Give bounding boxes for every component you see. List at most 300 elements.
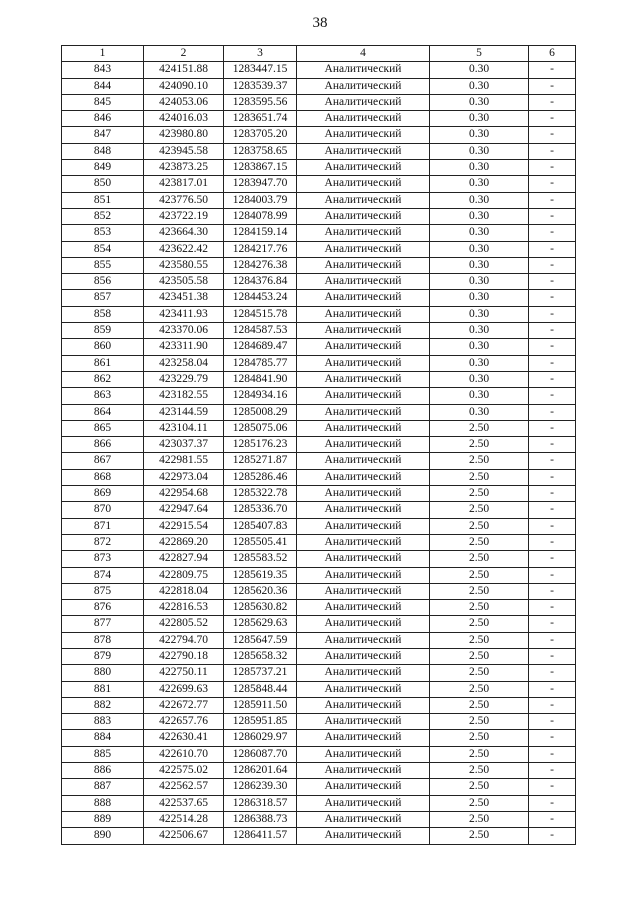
table-cell: - (529, 502, 576, 518)
table-cell: 0.30 (430, 323, 529, 339)
table-cell: 853 (62, 225, 144, 241)
table-cell: 859 (62, 323, 144, 339)
table-cell: 422657.76 (144, 714, 224, 730)
table-cell: - (529, 779, 576, 795)
table-cell: 2.50 (430, 567, 529, 583)
table-cell: Аналитический (297, 469, 430, 485)
table-cell: 0.30 (430, 143, 529, 159)
table-row (62, 746, 576, 762)
table-cell: 851 (62, 192, 144, 208)
table-cell: Аналитический (297, 746, 430, 762)
table-cell: 2.50 (430, 763, 529, 779)
table-cell: - (529, 111, 576, 127)
table-cell: - (529, 241, 576, 257)
table-cell: Аналитический (297, 665, 430, 681)
table-cell: Аналитический (297, 225, 430, 241)
table-row (62, 323, 576, 339)
table-cell: Аналитический (297, 78, 430, 94)
table-cell: 422794.70 (144, 632, 224, 648)
table-cell: 0.30 (430, 241, 529, 257)
table-row (62, 714, 576, 730)
table-cell: - (529, 681, 576, 697)
table-cell: 2.50 (430, 437, 529, 453)
table-row (62, 583, 576, 599)
table-row (62, 648, 576, 664)
table-cell: 870 (62, 502, 144, 518)
table-cell: 883 (62, 714, 144, 730)
table-cell: Аналитический (297, 437, 430, 453)
table-cell: Аналитический (297, 453, 430, 469)
table-cell: - (529, 551, 576, 567)
table-row (62, 143, 576, 159)
table-cell: 0.30 (430, 62, 529, 78)
table-cell: 1284159.14 (224, 225, 297, 241)
table-row (62, 551, 576, 567)
table-cell: - (529, 567, 576, 583)
table-cell: 422827.94 (144, 551, 224, 567)
table-cell: 1284841.90 (224, 371, 297, 387)
table-row (62, 567, 576, 583)
table-cell: Аналитический (297, 420, 430, 436)
table-cell: 1285848.44 (224, 681, 297, 697)
table-cell: Аналитический (297, 62, 430, 78)
table-cell: - (529, 811, 576, 827)
table-cell: 1284785.77 (224, 355, 297, 371)
page-number: 38 (312, 15, 328, 31)
table-cell: 890 (62, 828, 144, 844)
table-cell: Аналитический (297, 143, 430, 159)
table-cell: 886 (62, 763, 144, 779)
table-cell: 1285620.36 (224, 583, 297, 599)
table-cell: 1283705.20 (224, 127, 297, 143)
table-row (62, 160, 576, 176)
table-cell: 2.50 (430, 714, 529, 730)
table-row (62, 290, 576, 306)
table-cell: 423037.37 (144, 437, 224, 453)
table-row (62, 811, 576, 827)
table-row (62, 453, 576, 469)
header-row (62, 46, 576, 62)
table-cell: 857 (62, 290, 144, 306)
table-cell: 0.30 (430, 78, 529, 94)
table-cell: 2.50 (430, 828, 529, 844)
table-cell: 887 (62, 779, 144, 795)
table-row (62, 828, 576, 844)
table-cell: 1285075.06 (224, 420, 297, 436)
table-row (62, 616, 576, 632)
table-cell: 2.50 (430, 600, 529, 616)
table-cell: 1285630.82 (224, 600, 297, 616)
table-cell: 1284587.53 (224, 323, 297, 339)
table-cell: Аналитический (297, 518, 430, 534)
table-cell: 2.50 (430, 665, 529, 681)
table-cell: 422816.53 (144, 600, 224, 616)
table-cell: - (529, 453, 576, 469)
table-cell: 1284689.47 (224, 339, 297, 355)
table-cell: 0.30 (430, 339, 529, 355)
table-cell: 850 (62, 176, 144, 192)
table-cell: 2.50 (430, 502, 529, 518)
table-cell: - (529, 176, 576, 192)
table-cell: - (529, 600, 576, 616)
table-cell: 2.50 (430, 795, 529, 811)
table-cell: 424016.03 (144, 111, 224, 127)
table-cell: 1286239.30 (224, 779, 297, 795)
table-cell: Аналитический (297, 176, 430, 192)
table-cell: Аналитический (297, 828, 430, 844)
table-cell: 423776.50 (144, 192, 224, 208)
table-cell: 1285505.41 (224, 534, 297, 550)
table-cell: - (529, 257, 576, 273)
table-cell: Аналитический (297, 600, 430, 616)
table-row (62, 404, 576, 420)
table-cell: 1285286.46 (224, 469, 297, 485)
table-row (62, 534, 576, 550)
table-cell: - (529, 534, 576, 550)
table-cell: 1285336.70 (224, 502, 297, 518)
table-cell: 422954.68 (144, 486, 224, 502)
table-cell: 1284376.84 (224, 274, 297, 290)
table-cell: - (529, 763, 576, 779)
table-cell: 1286029.97 (224, 730, 297, 746)
table-cell: 423104.11 (144, 420, 224, 436)
table-cell: 423411.93 (144, 306, 224, 322)
table-cell: - (529, 714, 576, 730)
table-cell: 843 (62, 62, 144, 78)
table-cell: 2.50 (430, 746, 529, 762)
table-cell: 0.30 (430, 192, 529, 208)
table-cell: Аналитический (297, 404, 430, 420)
table-cell: Аналитический (297, 355, 430, 371)
table-cell: 847 (62, 127, 144, 143)
table-cell: 1286201.64 (224, 763, 297, 779)
table-cell: Аналитический (297, 323, 430, 339)
table-cell: 1285658.32 (224, 648, 297, 664)
table-cell: Аналитический (297, 697, 430, 713)
table-cell: 866 (62, 437, 144, 453)
table-cell: 1283867.15 (224, 160, 297, 176)
table-cell: 422575.02 (144, 763, 224, 779)
table-cell: - (529, 127, 576, 143)
table-cell: Аналитический (297, 681, 430, 697)
table-cell: 1284276.38 (224, 257, 297, 273)
table-cell: 423817.01 (144, 176, 224, 192)
coordinates-table-container (61, 45, 575, 845)
table-cell: 1285176.23 (224, 437, 297, 453)
coordinates-table (61, 45, 576, 845)
table-cell: 2.50 (430, 811, 529, 827)
table-cell: 1285629.63 (224, 616, 297, 632)
table-cell: 2.50 (430, 681, 529, 697)
table-cell: 424151.88 (144, 62, 224, 78)
table-row (62, 697, 576, 713)
table-cell: 884 (62, 730, 144, 746)
table-cell: - (529, 616, 576, 632)
table-cell: Аналитический (297, 306, 430, 322)
table-cell: - (529, 486, 576, 502)
table-cell: - (529, 225, 576, 241)
table-cell: 423144.59 (144, 404, 224, 420)
table-cell: 422869.20 (144, 534, 224, 550)
table-cell: 422790.18 (144, 648, 224, 664)
table-cell: - (529, 697, 576, 713)
table-cell: 855 (62, 257, 144, 273)
table-cell: 0.30 (430, 274, 529, 290)
table-row (62, 518, 576, 534)
table-cell: 0.30 (430, 306, 529, 322)
table-cell: 1284515.78 (224, 306, 297, 322)
table-cell: 1284078.99 (224, 208, 297, 224)
table-cell: 2.50 (430, 486, 529, 502)
table-row (62, 469, 576, 485)
table-cell: 2.50 (430, 648, 529, 664)
table-cell: 1284217.76 (224, 241, 297, 257)
table-cell: 869 (62, 486, 144, 502)
table-cell: 1283947.70 (224, 176, 297, 192)
table-cell: Аналитический (297, 486, 430, 502)
table-cell: - (529, 355, 576, 371)
table-row (62, 763, 576, 779)
table-cell: Аналитический (297, 567, 430, 583)
table-cell: 422973.04 (144, 469, 224, 485)
table-cell: 888 (62, 795, 144, 811)
table-cell: 422915.54 (144, 518, 224, 534)
table-cell: 423580.55 (144, 257, 224, 273)
table-cell: 1286318.57 (224, 795, 297, 811)
table-row (62, 127, 576, 143)
table-cell: Аналитический (297, 127, 430, 143)
table-cell: 0.30 (430, 111, 529, 127)
table-cell: 2.50 (430, 632, 529, 648)
table-cell: 2.50 (430, 469, 529, 485)
table-cell: - (529, 420, 576, 436)
table-cell: 844 (62, 78, 144, 94)
table-cell: 1284003.79 (224, 192, 297, 208)
table-header (62, 46, 576, 62)
table-cell: 861 (62, 355, 144, 371)
table-row (62, 371, 576, 387)
table-row (62, 62, 576, 78)
table-cell: 424053.06 (144, 94, 224, 110)
table-cell: 422537.65 (144, 795, 224, 811)
table-row (62, 274, 576, 290)
table-cell: Аналитический (297, 632, 430, 648)
table-cell: Аналитический (297, 616, 430, 632)
table-cell: 0.30 (430, 208, 529, 224)
table-row (62, 681, 576, 697)
table-cell: 1285583.52 (224, 551, 297, 567)
table-row (62, 111, 576, 127)
table-cell: Аналитический (297, 551, 430, 567)
table-row (62, 779, 576, 795)
table-cell: 1283539.37 (224, 78, 297, 94)
table-cell: 423311.90 (144, 339, 224, 355)
table-cell: 1285008.29 (224, 404, 297, 420)
table-cell: 873 (62, 551, 144, 567)
table-cell: 881 (62, 681, 144, 697)
table-cell: 2.50 (430, 697, 529, 713)
table-row (62, 94, 576, 110)
table-cell: 423622.42 (144, 241, 224, 257)
table-cell: 422514.28 (144, 811, 224, 827)
table-cell: Аналитический (297, 779, 430, 795)
table-cell: 877 (62, 616, 144, 632)
table-cell: 848 (62, 143, 144, 159)
table-cell: 0.30 (430, 94, 529, 110)
table-cell: Аналитический (297, 388, 430, 404)
table-cell: 1285407.83 (224, 518, 297, 534)
table-cell: 0.30 (430, 371, 529, 387)
table-cell: 0.30 (430, 257, 529, 273)
table-row (62, 192, 576, 208)
table-cell: Аналитический (297, 811, 430, 827)
table-cell: - (529, 404, 576, 420)
table-cell: 0.30 (430, 160, 529, 176)
table-cell: 422750.11 (144, 665, 224, 681)
table-cell: - (529, 306, 576, 322)
table-cell: - (529, 469, 576, 485)
table-cell: 1285911.50 (224, 697, 297, 713)
table-cell: Аналитический (297, 274, 430, 290)
table-cell: 865 (62, 420, 144, 436)
table-cell: 2.50 (430, 779, 529, 795)
table-cell: 863 (62, 388, 144, 404)
table-row (62, 388, 576, 404)
table-cell: - (529, 192, 576, 208)
table-cell: Аналитический (297, 648, 430, 664)
table-cell: 1285271.87 (224, 453, 297, 469)
table-cell: Аналитический (297, 160, 430, 176)
table-cell: 422805.52 (144, 616, 224, 632)
table-cell: - (529, 746, 576, 762)
table-row (62, 600, 576, 616)
table-cell: 852 (62, 208, 144, 224)
table-cell: 423980.80 (144, 127, 224, 143)
table-cell: - (529, 78, 576, 94)
table-cell: 846 (62, 111, 144, 127)
table-cell: 862 (62, 371, 144, 387)
table-cell: Аналитический (297, 534, 430, 550)
table-cell: Аналитический (297, 192, 430, 208)
table-cell: - (529, 518, 576, 534)
table-cell: Аналитический (297, 795, 430, 811)
table-cell: 423258.04 (144, 355, 224, 371)
table-row (62, 437, 576, 453)
table-cell: 0.30 (430, 290, 529, 306)
table-cell: Аналитический (297, 94, 430, 110)
table-cell: 423722.19 (144, 208, 224, 224)
table-cell: 849 (62, 160, 144, 176)
table-cell: 868 (62, 469, 144, 485)
table-cell: 1284453.24 (224, 290, 297, 306)
table-cell: 422562.57 (144, 779, 224, 795)
table-cell: 879 (62, 648, 144, 664)
table-cell: 1283595.56 (224, 94, 297, 110)
table-cell: - (529, 730, 576, 746)
table-cell: Аналитический (297, 714, 430, 730)
header-cell: 2 (144, 46, 224, 62)
table-cell: 1285647.59 (224, 632, 297, 648)
table-cell: 0.30 (430, 225, 529, 241)
table-row (62, 632, 576, 648)
table-row (62, 355, 576, 371)
table-cell: 0.30 (430, 355, 529, 371)
table-cell: Аналитический (297, 339, 430, 355)
table-cell: - (529, 143, 576, 159)
table-cell: 1285322.78 (224, 486, 297, 502)
table-row (62, 257, 576, 273)
table-cell: 1285737.21 (224, 665, 297, 681)
table-cell: 889 (62, 811, 144, 827)
table-cell: Аналитический (297, 257, 430, 273)
table-cell: 422818.04 (144, 583, 224, 599)
table-cell: 2.50 (430, 453, 529, 469)
table-cell: 422672.77 (144, 697, 224, 713)
table-cell: 422610.70 (144, 746, 224, 762)
table-row (62, 176, 576, 192)
header-cell: 5 (430, 46, 529, 62)
table-cell: - (529, 632, 576, 648)
table-cell: - (529, 665, 576, 681)
table-cell: 1286411.57 (224, 828, 297, 844)
table-cell: - (529, 437, 576, 453)
table-cell: 872 (62, 534, 144, 550)
table-cell: 423370.06 (144, 323, 224, 339)
table-row (62, 241, 576, 257)
table-cell: 423664.30 (144, 225, 224, 241)
table-cell: 422630.41 (144, 730, 224, 746)
table-cell: Аналитический (297, 502, 430, 518)
table-cell: 885 (62, 746, 144, 762)
table-cell: - (529, 583, 576, 599)
table-cell: 423229.79 (144, 371, 224, 387)
table-cell: 880 (62, 665, 144, 681)
table-cell: - (529, 323, 576, 339)
table-cell: 860 (62, 339, 144, 355)
table-cell: 424090.10 (144, 78, 224, 94)
header-cell: 1 (62, 46, 144, 62)
table-row (62, 208, 576, 224)
table-row (62, 730, 576, 746)
table-cell: - (529, 648, 576, 664)
table-cell: - (529, 795, 576, 811)
table-cell: 1285619.35 (224, 567, 297, 583)
table-cell: 0.30 (430, 127, 529, 143)
header-cell: 6 (529, 46, 576, 62)
table-row (62, 306, 576, 322)
table-row (62, 486, 576, 502)
table-cell: 875 (62, 583, 144, 599)
table-cell: 1283447.15 (224, 62, 297, 78)
table-cell: 1285951.85 (224, 714, 297, 730)
table-cell: 876 (62, 600, 144, 616)
table-cell: 845 (62, 94, 144, 110)
table-cell: 0.30 (430, 388, 529, 404)
table-cell: Аналитический (297, 371, 430, 387)
table-cell: - (529, 160, 576, 176)
table-row (62, 420, 576, 436)
table-row (62, 795, 576, 811)
table-cell: 423182.55 (144, 388, 224, 404)
table-row (62, 665, 576, 681)
table-cell: 2.50 (430, 534, 529, 550)
table-cell: - (529, 208, 576, 224)
table-cell: Аналитический (297, 290, 430, 306)
table-cell: - (529, 339, 576, 355)
table-cell: 2.50 (430, 518, 529, 534)
table-cell: 1286388.73 (224, 811, 297, 827)
table-cell: 423873.25 (144, 160, 224, 176)
